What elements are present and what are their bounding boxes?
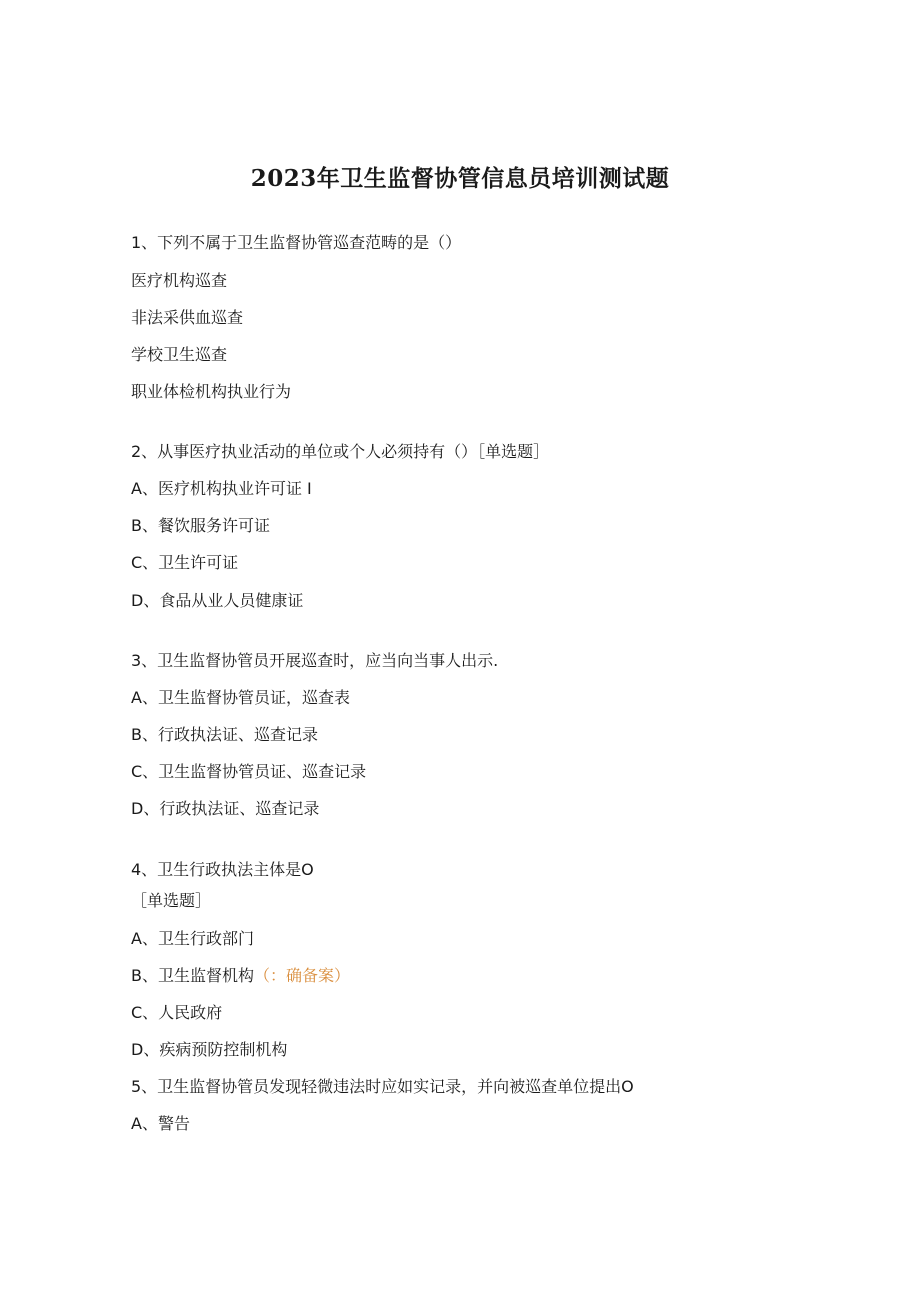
question-2-option-b: B、餐饮服务许可证 [131,516,270,535]
question-4-option-b [131,966,350,986]
question-1-option-1: 医疗机构巡查 [131,271,228,290]
question-4-type-tag: ［单选题］ [131,891,212,910]
question-3-stem: 3、卫生监督协管员开展巡查时，应当向当事人出示. [131,651,499,670]
question-5-stem: 5、卫生监督协管员发现轻微违法时应如实记录，并向被巡查单位提出O [131,1077,634,1096]
question-5-option-a: A、警告 [131,1114,190,1133]
question-1-option-4: 职业体检机构执业行为 [131,382,292,401]
question-3-option-a: A、卫生监督协管员证，巡查表 [131,688,350,707]
question-1-stem: 1、下列不属于卫生监督协管巡查范畴的是（） [131,233,462,252]
question-4-option-a: A、卫生行政部门 [131,929,254,948]
answer-mark: （：确备案） [253,966,350,985]
question-4-stem: 4、卫生行政执法主体是O [131,860,314,879]
question-1-option-3: 学校卫生巡查 [131,345,228,364]
question-4-option-d: D、疾病预防控制机构 [131,1040,288,1059]
question-3-option-c: C、卫生监督协管员证、巡查记录 [131,762,367,781]
question-2-stem: 2、从事医疗执业活动的单位或个人必须持有（）［单选题］ [131,442,550,461]
question-3-option-d: D、行政执法证、巡查记录 [131,799,320,818]
question-4-option-c: C、人民政府 [131,1003,223,1022]
question-3-option-b: B、行政执法证、巡查记录 [131,725,318,744]
document-title: 2023年卫生监督协管信息员培训测试题 [250,165,670,192]
question-4-option-b-text: B、卫生监督机构 [131,966,254,985]
question-1-option-2: 非法采供血巡查 [131,308,244,327]
question-2-option-d: D、食品从业人员健康证 [131,591,304,610]
question-2-option-c: C、卫生许可证 [131,553,239,572]
question-2-option-a: A、医疗机构执业许可证 I [131,479,312,498]
